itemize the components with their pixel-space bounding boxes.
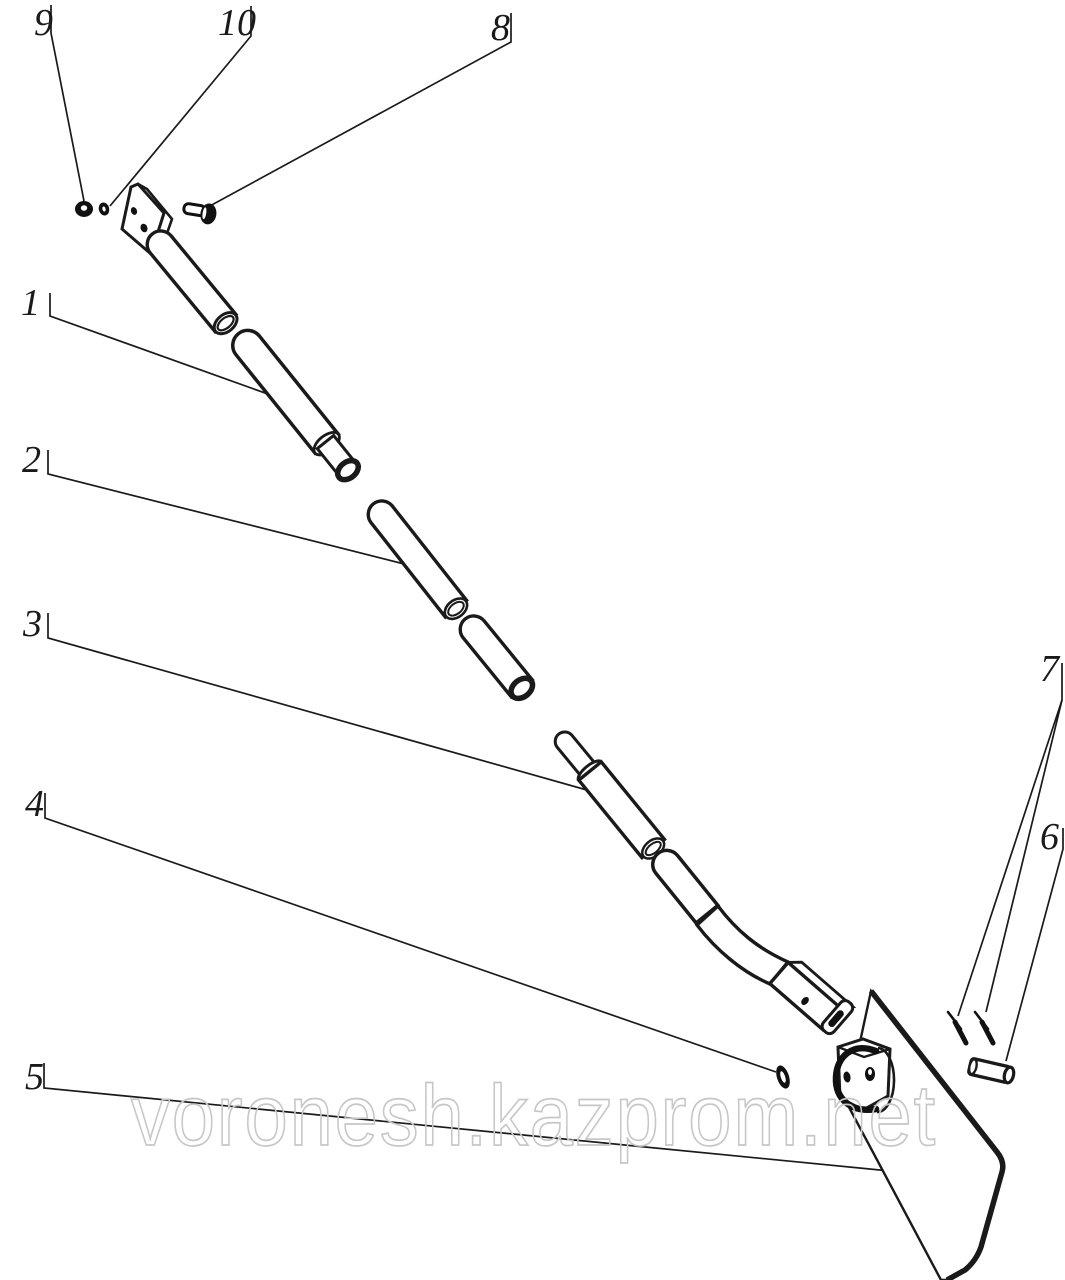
callout-number-4: 4 bbox=[25, 783, 44, 825]
nut bbox=[76, 202, 93, 217]
callout-number-7: 7 bbox=[1040, 648, 1059, 690]
leader-line-4 bbox=[45, 793, 776, 1072]
callout-number-8: 8 bbox=[491, 7, 510, 49]
leader-line-9 bbox=[51, 5, 84, 201]
bent-link-end-socket bbox=[770, 955, 855, 1036]
callout-number-9: 9 bbox=[34, 2, 53, 44]
leader-lines bbox=[44, 5, 1063, 1177]
callout-number-3: 3 bbox=[23, 603, 42, 645]
callout-number-10: 10 bbox=[218, 2, 256, 44]
upper-tube-second-segment bbox=[227, 324, 365, 485]
pin-left-body bbox=[955, 1022, 966, 1043]
callout-number-2: 2 bbox=[22, 439, 41, 481]
cylindrical-pin bbox=[968, 1058, 1015, 1084]
pin-right-body bbox=[982, 1022, 993, 1043]
watermark-text: voronesh.kazprom.net bbox=[131, 1068, 937, 1164]
pins bbox=[948, 1012, 993, 1043]
callout-number-5: 5 bbox=[25, 1056, 44, 1098]
callout-number-1: 1 bbox=[21, 282, 40, 324]
bent-link-lower-tube bbox=[647, 845, 718, 923]
callout-number-6: 6 bbox=[1040, 816, 1059, 858]
bent-link-main-tube bbox=[575, 758, 669, 864]
leader-line-3 bbox=[48, 613, 601, 794]
callout-numbers bbox=[21, 2, 1061, 1098]
upper-tube bbox=[142, 225, 242, 338]
small-washer bbox=[97, 201, 110, 216]
bolt bbox=[182, 200, 218, 226]
middle-tube-upper bbox=[363, 495, 472, 623]
middle-tube-lower bbox=[455, 610, 538, 703]
leader-line-6 bbox=[1006, 828, 1063, 1061]
bent-link-curve bbox=[697, 906, 788, 984]
